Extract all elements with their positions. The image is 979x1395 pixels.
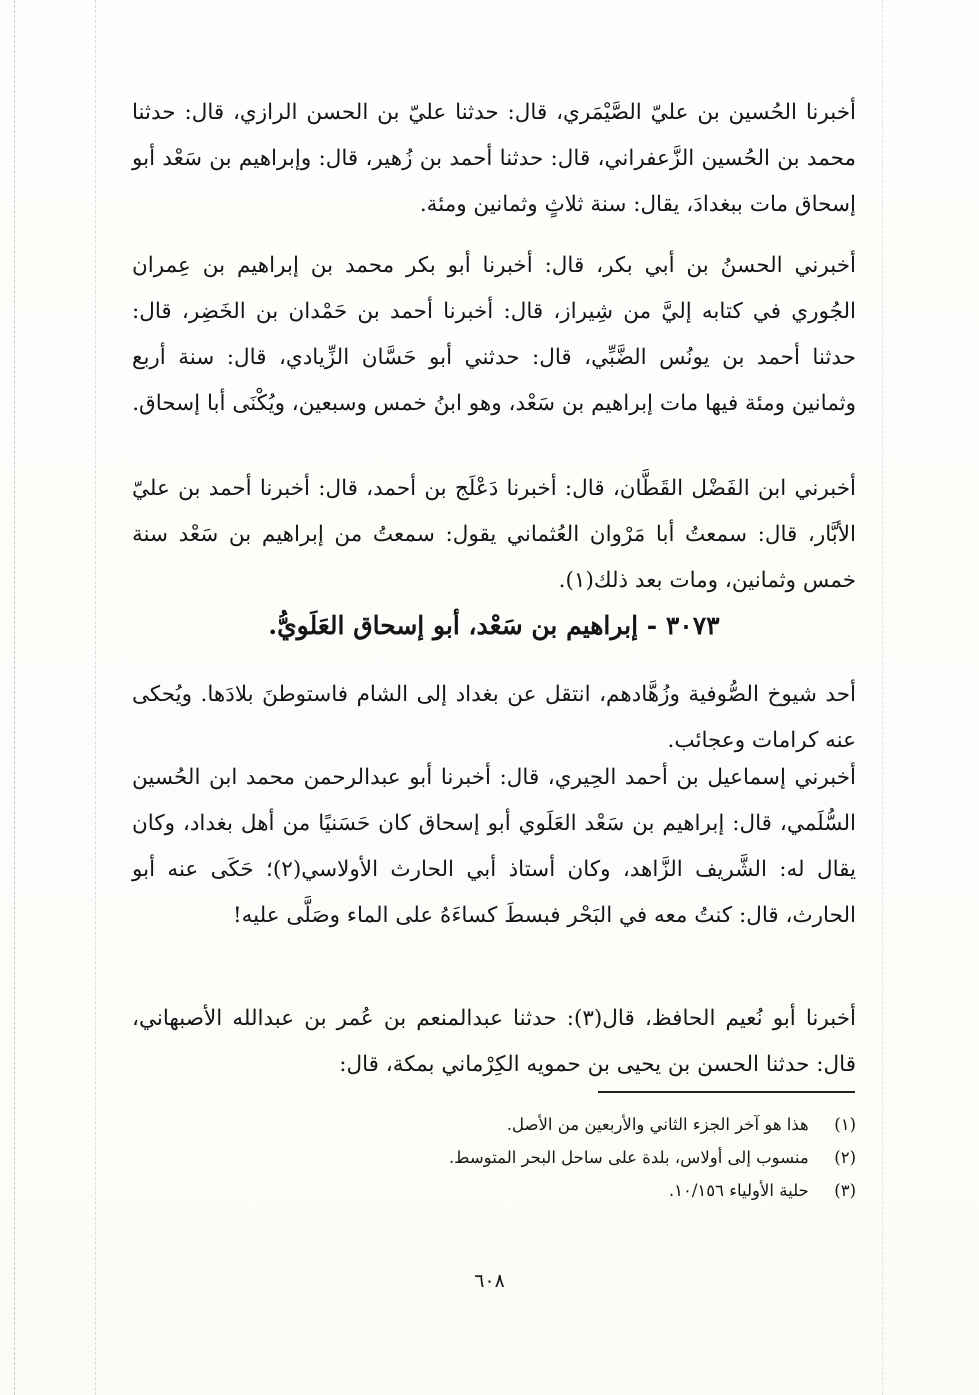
entry-heading: ٣٠٧٣ - إبراهيم بن سَعْد، أبو إسحاق العَلَويُّ. (268, 611, 720, 640)
footnote-number: (٢) (834, 1148, 856, 1167)
footnote-item (300, 1141, 856, 1174)
paragraph-1: أخبرنا الحُسين بن عليّ الصَّيْمَري، قال: حدثنا عليّ بن الحسن الرازي، قال: حدثنا محمد بن الحُسين الزَّعفراني، قال: حدثنا أحمد بن زُهير، قال: وإبراهيم بن سَعْد أبو إسحاق مات ببغدادَ، يقال: سنة ثلاثٍ وثمانين ومئة. (132, 100, 856, 217)
scan-artifact-line (14, 0, 15, 1395)
paragraph-2: أخبرني الحسنُ بن أبي بكر، قال: أخبرنا أبو بكر محمد بن إبراهيم بن عِمران الجُوري في كتابه إليَّ من شِيراز، قال: أخبرنا أحمد بن حَمْدان بن الخَضِر، قال: حدثنا أحمد بن يونُس الضَّبِّي، قال: حدثني أبو حَسَّان الزِّيادي، قال: سنة أربع وثمانين ومئة فيها مات إبراهيم بن سَعْد، وهو ابنُ خمس وسبعين، ويُكْنَى أبا إسحاق. (132, 253, 856, 416)
footnote-text: منسوب إلى أولاس، بلدة على ساحل البحر المتوسط. (448, 1148, 809, 1167)
footnote-item (300, 1108, 856, 1141)
page-number: ٦٠٨ (474, 1270, 505, 1292)
scan-artifact-line (95, 0, 96, 1395)
footnote-text: هذا هو آخر الجزء الثاني والأربعين من الأصل. (506, 1115, 809, 1134)
scan-artifact-line (882, 0, 883, 1395)
footnote-number: (١) (834, 1115, 856, 1134)
footnote-text: حلية الأولياء ١٠/١٥٦. (668, 1181, 809, 1200)
footnotes-list (300, 1108, 856, 1207)
paragraph-3: أخبرني ابن الفَضْل القَطَّان، قال: أخبرنا دَعْلَج بن أحمد، قال: أخبرنا أحمد بن عليّ الأبَّار، قال: سمعتُ أبا مَرْوان العُثماني يقول: سمعتُ من إبراهيم بن سَعْد سنة خمس وثمانين، ومات بعد ذلك(١). (132, 476, 856, 593)
paragraph-4: أحد شيوخ الصُّوفية وزُهَّادهم، انتقل عن بغداد إلى الشام فاستوطنَ بلادَها. ويُحكى عنه كرامات وعجائب. (132, 682, 856, 753)
footnote-item (300, 1174, 856, 1207)
footnote-separator (598, 1091, 855, 1093)
paragraph-6: أخبرنا أبو نُعيم الحافظ، قال(٣): حدثنا عبدالمنعم بن عُمر بن عبدالله الأصبهاني، قال: حدثنا الحسن بن يحيى بن حمويه الكِرْماني بمكة، قال: (132, 1006, 857, 1077)
footnote-number: (٣) (834, 1181, 856, 1200)
paragraph-5: أخبرني إسماعيل بن أحمد الحِيري، قال: أخبرنا أبو عبدالرحمن محمد ابن الحُسين السُّلَمي، قال: إبراهيم بن سَعْد العَلَوي أبو إسحاق كان حَسَنيًا من أهل بغداد، وكان يقال له: الشَّريف الزَّاهد، وكان أستاذ أبي الحارث الأولاسي(٢)؛ حَكَى عنه أبو الحارث، قال: كنتُ معه في البَحْر فبسطَ كساءَهُ على الماء وصَلَّى عليه! (132, 765, 856, 928)
